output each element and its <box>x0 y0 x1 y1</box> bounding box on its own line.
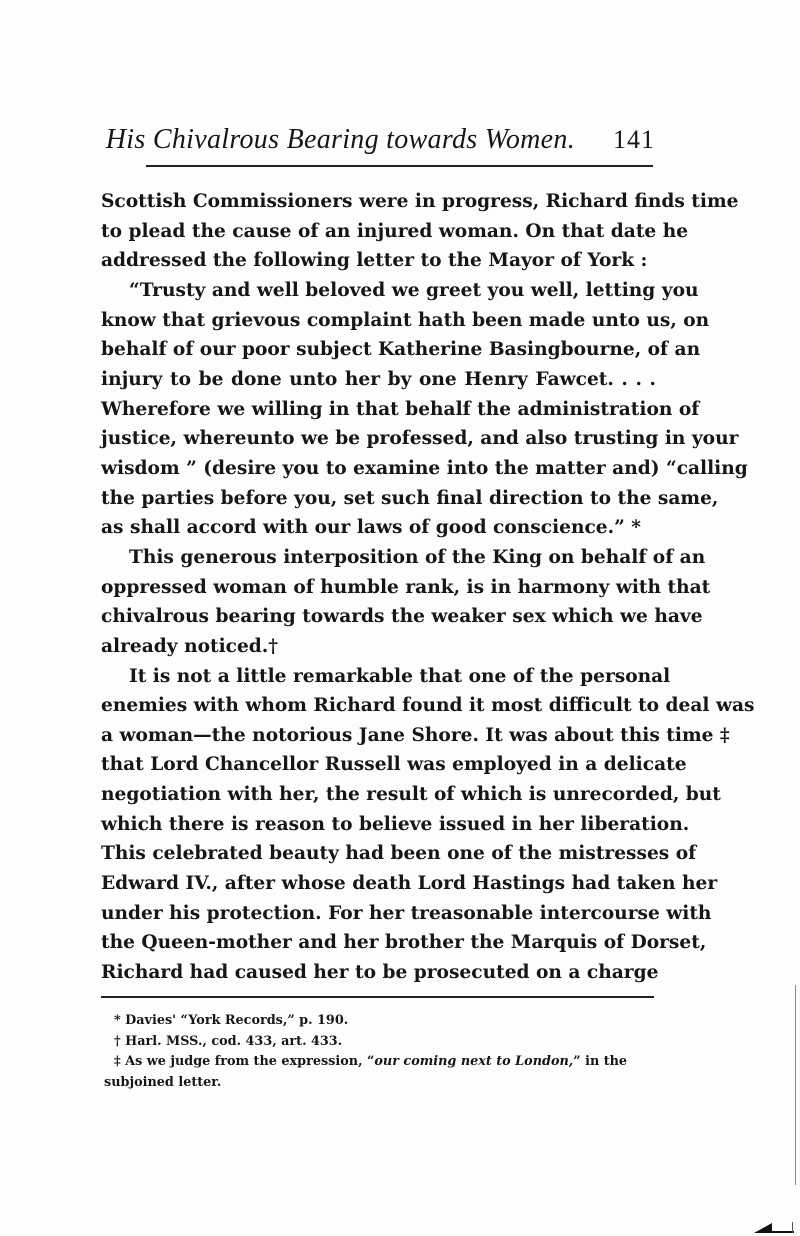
text-line: that Lord Chancellor Russell was employed in a delicate <box>101 754 687 776</box>
text-line: “Trusty and well beloved we greet you well, letting you <box>129 279 699 301</box>
text-line: which there is reason to believe issued in her liberation. <box>101 813 690 835</box>
body-text <box>101 187 755 988</box>
text-line: chivalrous bearing towards the weaker sex which we have <box>101 606 703 628</box>
footnote-2: † Harl. MSS., cod. 433, art. 433. <box>114 1033 343 1049</box>
text-line: Edward IV., after whose death Lord Hastings had taken her <box>101 873 718 895</box>
text-line: injury to be done unto her by one Henry Fawcet. . . . <box>101 368 656 390</box>
text-line: This generous interposition of the King on behalf of an <box>129 546 706 568</box>
text-line: Richard had caused her to be prosecuted on a charge <box>101 962 659 984</box>
footnote-1: * Davies' “York Records,” p. 190. <box>114 1013 349 1028</box>
footnote-3 <box>104 1052 652 1073</box>
footnote-3-text-end: ” in the <box>573 1054 628 1069</box>
text-line: enemies with whom Richard found it most difficult to deal was <box>101 695 755 717</box>
text-line: as shall accord with our laws of good conscience.” * <box>101 517 641 539</box>
text-line: a woman—the notorious Jane Shore. It was about this time ‡ <box>101 724 730 746</box>
text-line: already noticed.† <box>101 635 278 657</box>
footnote-3-text: ‡ As we judge from the expression, “ <box>114 1054 375 1069</box>
running-head-title: His Chivalrous Bearing towards Women. <box>105 124 575 155</box>
text-line: wisdom ” (desire you to examine into the matter and) “calling <box>101 457 748 479</box>
footnote-3-continuation: subjoined letter. <box>104 1074 222 1090</box>
page-corner-mark <box>754 1222 796 1234</box>
footnote-3-quote: our coming next to London, <box>374 1054 574 1069</box>
page-number: 141 <box>613 125 655 154</box>
text-line: Wherefore we willing in that behalf the administration of <box>101 398 700 420</box>
footnote-rule <box>101 996 654 998</box>
text-line: to plead the cause of an injured woman. On that date he <box>101 220 689 242</box>
text-line: behalf of our poor subject Katherine Basingbourne, of an <box>101 339 701 361</box>
text-line: This celebrated beauty had been one of the mistresses of <box>101 843 697 865</box>
footnotes <box>104 1011 652 1093</box>
page-edge-line <box>795 985 796 1185</box>
text-line: justice, whereunto we be professed, and also trusting in your <box>101 428 739 450</box>
text-line: know that grievous complaint hath been made unto us, on <box>101 309 710 331</box>
text-line: negotiation with her, the result of which is unrecorded, but <box>101 784 721 806</box>
text-line: the parties before you, set such final direction to the same, <box>101 487 719 509</box>
text-line: addressed the following letter to the Mayor of York : <box>101 250 648 272</box>
text-line: the Queen-mother and her brother the Marquis of Dorset, <box>101 932 707 954</box>
text-line: oppressed woman of humble rank, is in harmony with that <box>101 576 711 598</box>
text-line: under his protection. For her treasonable intercourse with <box>101 902 712 924</box>
text-line: It is not a little remarkable that one of the personal <box>129 665 671 687</box>
running-head <box>100 124 655 156</box>
text-line: Scottish Commissioners were in progress, Richard finds time <box>101 191 739 212</box>
header-rule <box>146 165 653 167</box>
